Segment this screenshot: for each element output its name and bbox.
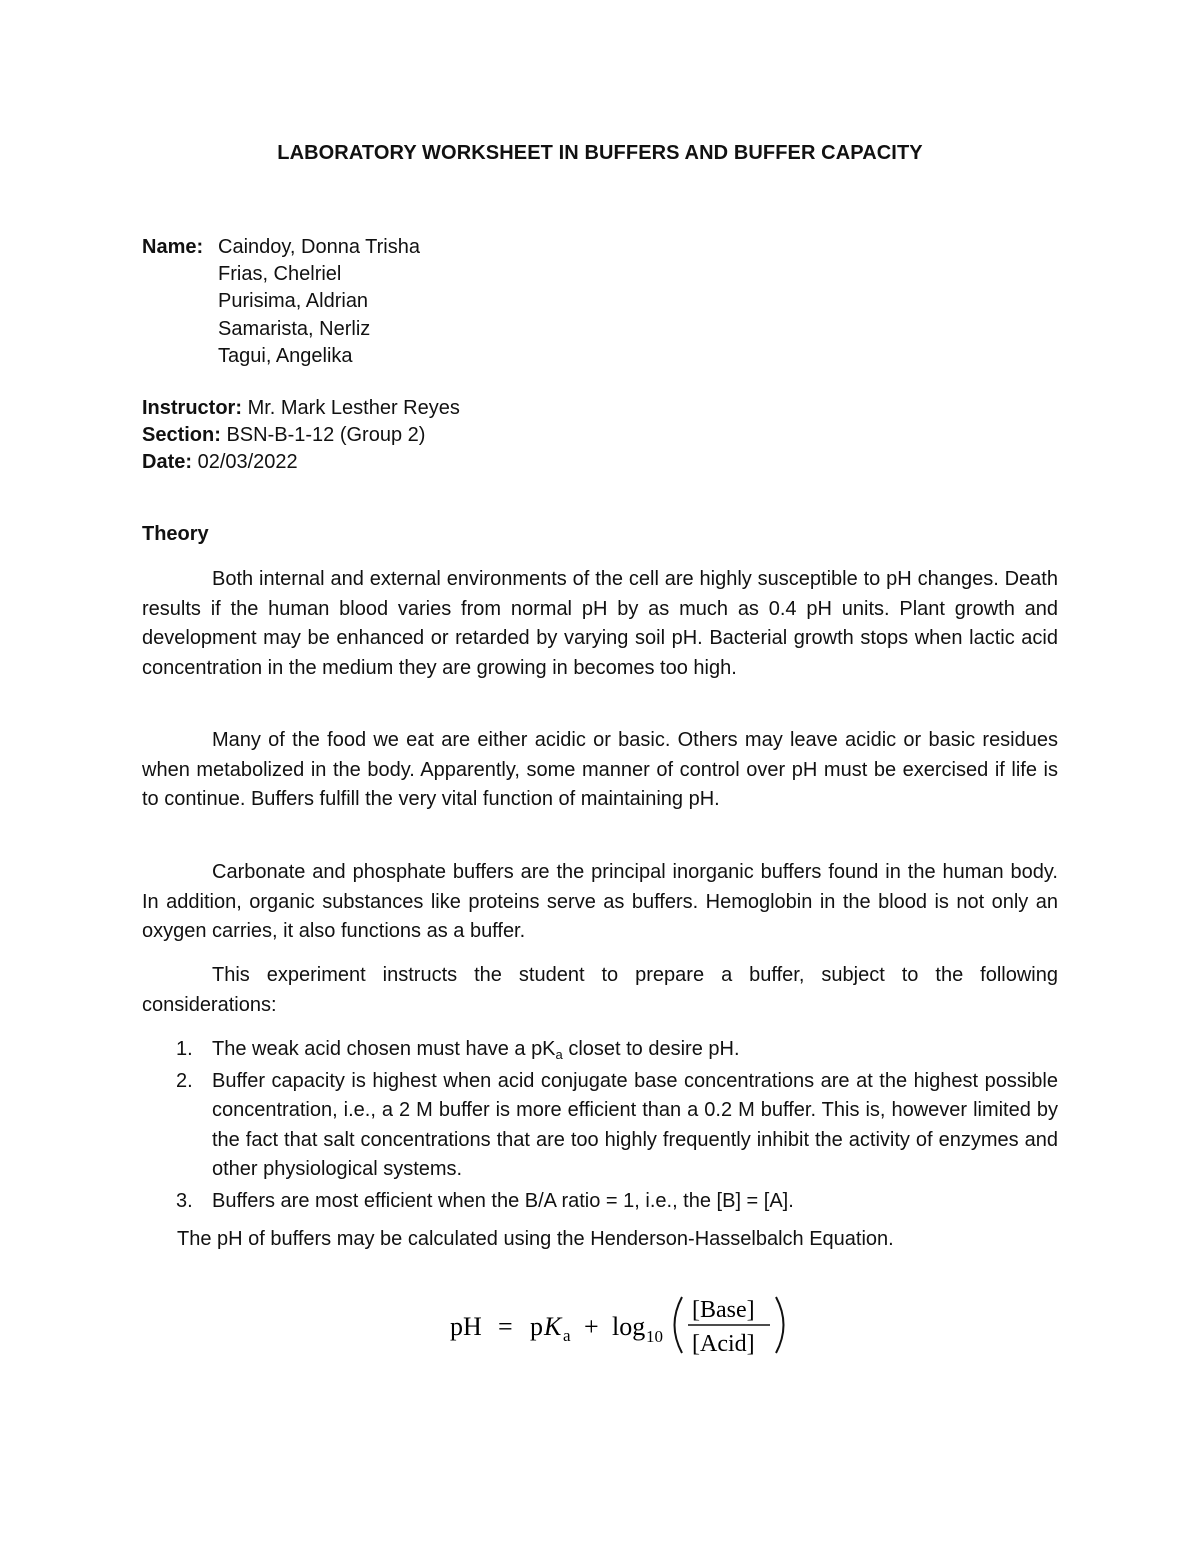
paragraph: Many of the food we eat are either acidic or basic. Others may leave acidic or basic residues when metabolized in the body. Apparently, some manner of control over pH must be exercised if life is to continue. Buffers fulfill the very vital function of maintaining pH. bbox=[142, 729, 1058, 811]
henderson-hasselbalch-equation bbox=[450, 1285, 810, 1365]
list-text: Buffer capacity is highest when acid conjugate base concentrations are at the highest possible concentration, i.e., a 2 M buffer is more efficient than a 0.2 M buffer. This is, however limited by the fact that salt concentrations that are too highly frequently inhibit the activity of enzymes and other physiological systems. bbox=[212, 1069, 1058, 1181]
eq-equals: = bbox=[498, 1312, 513, 1341]
instructor-label: Instructor: bbox=[142, 397, 242, 419]
paragraph: Carbonate and phosphate buffers are the principal inorganic buffers found in the human body. In addition, organic substances like proteins serve as buffers. Hemoglobin in the blood is not only an oxygen carries, it also functions as a buffer. bbox=[142, 861, 1058, 943]
eq-p: p bbox=[530, 1312, 543, 1341]
date-row bbox=[142, 449, 298, 476]
instructor-row bbox=[142, 395, 460, 422]
list-item bbox=[142, 1187, 1058, 1217]
name-row bbox=[142, 234, 203, 261]
eq-left-paren bbox=[675, 1297, 683, 1353]
considerations-list bbox=[142, 1035, 1058, 1217]
list-text: Buffers are most efficient when the B/A ratio = 1, i.e., the [B] = [A]. bbox=[212, 1189, 794, 1212]
eq-k: K bbox=[544, 1312, 562, 1341]
list-text-end: closet to desire pH. bbox=[562, 1038, 740, 1060]
paragraph: Both internal and external environments of the cell are highly susceptible to pH changes. Death results if the human blood varies from normal pH by as much as 0.4 pH units. Plant growth and development may be enhanced or retarded by varying soil pH. Bacterial growth stops when lactic acid concentration in the medium they are growing in becomes too high. bbox=[142, 568, 1058, 679]
eq-log: log bbox=[612, 1312, 646, 1341]
section-label: Section: bbox=[142, 424, 221, 446]
names-list bbox=[218, 234, 420, 370]
document-title: LABORATORY WORKSHEET IN BUFFERS AND BUFFER CAPACITY bbox=[277, 142, 923, 164]
name-entry: Purisima, Aldrian bbox=[218, 290, 369, 313]
section-row bbox=[142, 422, 425, 449]
list-subscript: a bbox=[555, 1047, 563, 1062]
instructor-value: Mr. Mark Lesther Reyes bbox=[247, 397, 460, 419]
name-entry: Frias, Chelriel bbox=[218, 263, 342, 286]
list-item bbox=[142, 1035, 1058, 1065]
theory-heading: Theory bbox=[142, 523, 209, 545]
list-number: 2. bbox=[176, 1069, 193, 1092]
eq-numerator: [Base] bbox=[692, 1297, 755, 1323]
name-entry: Tagui, Angelika bbox=[218, 344, 353, 367]
eq-plus: + bbox=[584, 1312, 599, 1341]
eq-denominator: [Acid] bbox=[692, 1331, 755, 1357]
eq-lhs: pH bbox=[450, 1312, 482, 1341]
list-item bbox=[142, 1067, 1058, 1185]
eq-k-sub: a bbox=[563, 1326, 571, 1345]
eq-right-paren bbox=[776, 1297, 784, 1353]
list-text: The weak acid chosen must have a pK bbox=[212, 1038, 556, 1060]
section-value: BSN-B-1-12 (Group 2) bbox=[226, 424, 426, 446]
name-entry: Samarista, Nerliz bbox=[218, 317, 371, 340]
date-value: 02/03/2022 bbox=[197, 451, 298, 473]
paragraph: This experiment instructs the student to prepare a buffer, subject to the following considerations: bbox=[142, 964, 1058, 1016]
eq-log-sub: 10 bbox=[646, 1327, 663, 1346]
name-entry: Caindoy, Donna Trisha bbox=[218, 236, 420, 258]
conclusion-text: The pH of buffers may be calculated using the Henderson-Hasselbalch Equation. bbox=[177, 1228, 894, 1250]
date-label: Date: bbox=[142, 451, 193, 473]
list-number: 3. bbox=[176, 1189, 193, 1212]
list-number: 1. bbox=[176, 1038, 193, 1060]
name-label: Name: bbox=[142, 236, 204, 258]
